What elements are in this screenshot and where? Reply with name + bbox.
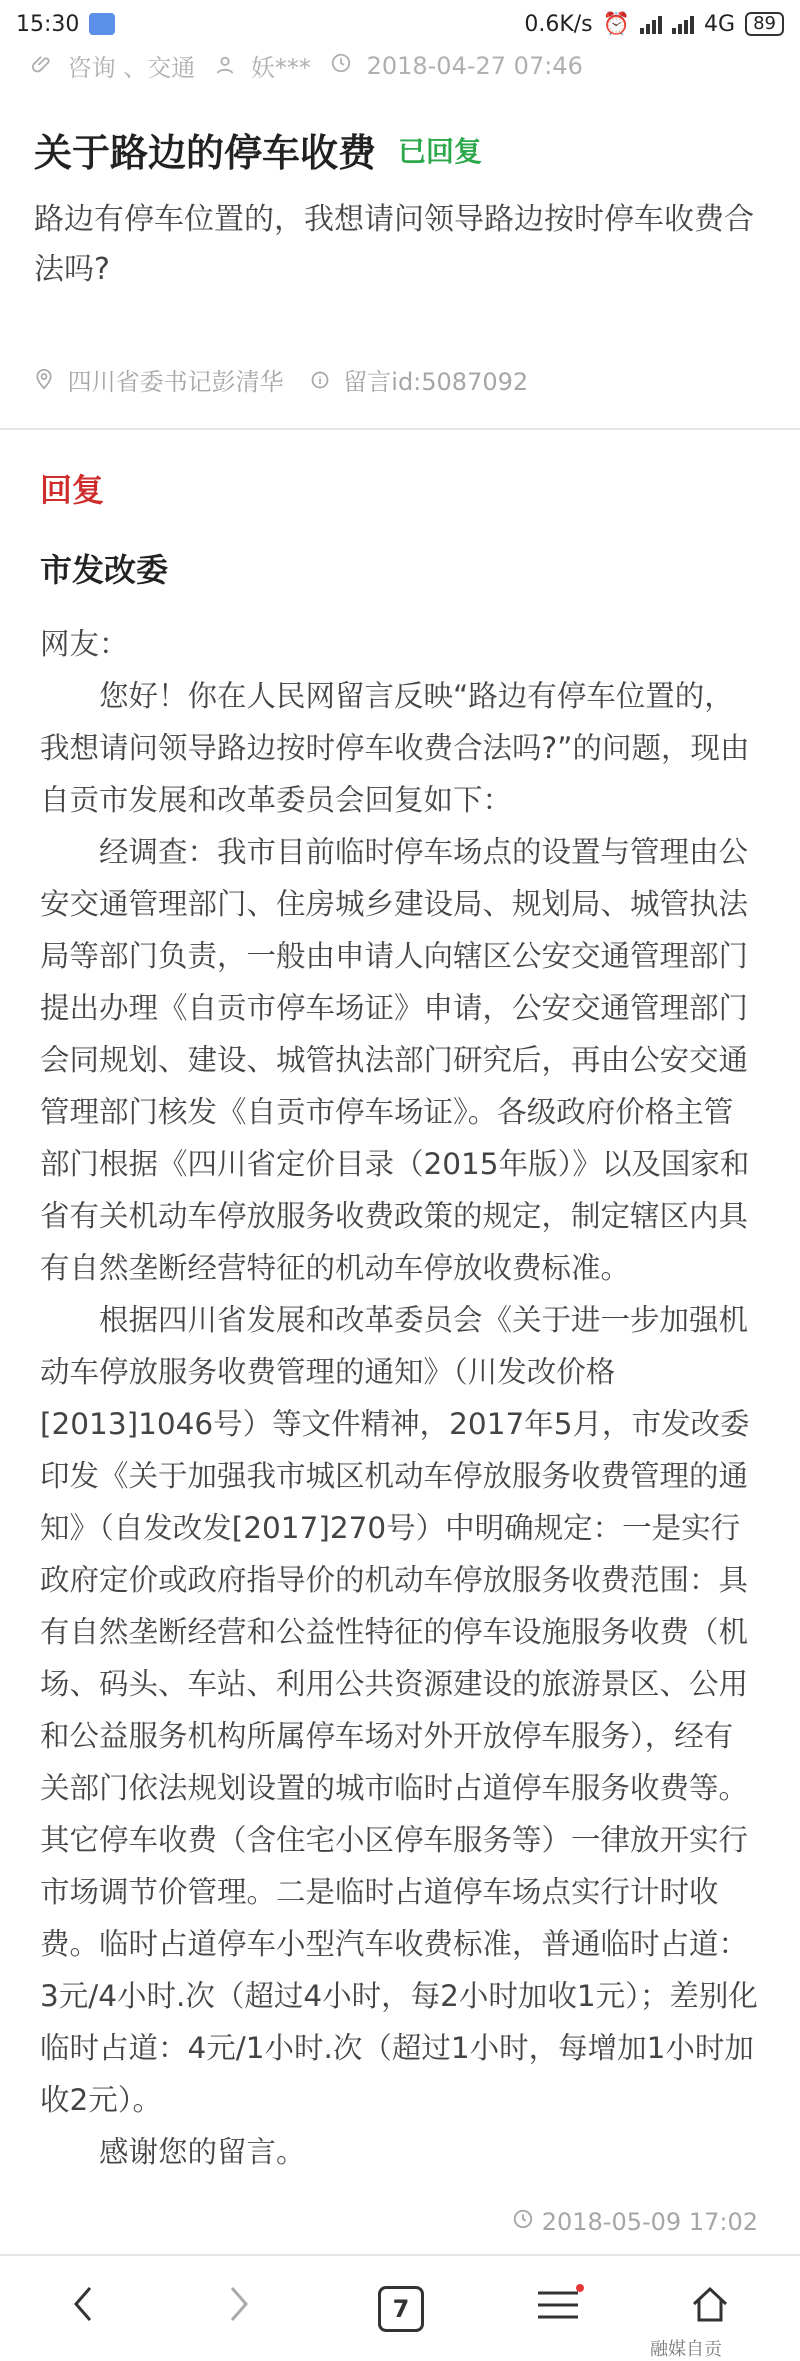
clock-time: 15:30 [16, 11, 80, 37]
post-title: 关于路边的停车收费 [34, 131, 377, 175]
network-speed: 0.6K/s [524, 11, 593, 37]
author-meta [213, 48, 311, 83]
reply-time: 2018-05-09 17:02 [541, 2208, 758, 2236]
home-icon [690, 2284, 730, 2324]
alarm-icon: ⏰ [602, 11, 631, 37]
chevron-right-icon [224, 2284, 254, 2324]
chevron-left-icon [68, 2284, 98, 2324]
status-badge: 已回复 [398, 134, 483, 168]
battery-icon: 89 [745, 12, 784, 36]
reply-greeting: 网友： [40, 627, 129, 661]
info-icon [310, 368, 338, 396]
category-text: 咨询 、交通 [67, 54, 196, 82]
reply-department: 市发改委 [40, 551, 169, 589]
watermark-text: 融媒自贡 [650, 2339, 722, 2360]
reply-heading: 回复 [40, 471, 105, 509]
network-type: 4G [704, 11, 736, 37]
reply-paragraph-2: 经调查：我市目前临时停车场点的设置与管理由公安交通管理部门、住房城乡建设局、规划局、城管执法局等部门负责，一般由申请人向辖区公安交通管理部门提出办理《自贡市停车场证》申请，公安交通管理部门会同规划、建设、城管执法部门研究后，再由公安交通管理部门核发《自贡市停车场证》。各级政府价格主管部门根据《四川省定价目录（2015年版）》以及国家和省有关机动车停放服务收费政策的规定，制定辖区内具有自然垄断经营特征的机动车停放收费标准。 [40, 835, 750, 1285]
author-name: 妖*** [250, 54, 311, 82]
reply-paragraph-1: 您好！你在人民网留言反映“路边有停车位置的，我想请问领导路边按时停车收费合法吗?”的问题，现由自贡市发展和改革委员会回复如下： [40, 679, 750, 817]
status-bar [0, 0, 800, 48]
signal-icon-2 [672, 14, 694, 34]
menu-button[interactable] [536, 2290, 580, 2324]
location-pin-icon [34, 368, 62, 396]
post-info [34, 362, 528, 397]
signal-icon [640, 14, 662, 34]
title-row [34, 122, 482, 177]
back-button[interactable] [68, 2284, 98, 2328]
clock-icon [512, 2208, 534, 2236]
question-text: 路边有停车位置的，我想请问领导路边按时停车收费合法吗? [34, 202, 754, 287]
user-icon [213, 53, 237, 77]
section-divider [0, 428, 800, 430]
paperclip-icon [30, 53, 54, 77]
recipient-text: 四川省委书记彭清华 [67, 368, 284, 396]
reply-paragraph-3: 根据四川省发展和改革委员会《关于进一步加强机动车停放服务收费管理的通知》（川发改价格[2013]1046号）等文件精神，2017年5月，市发改委印发《关于加强我市城区机动车停放服务收费管理的通知》（自发改发[2017]270号）中明确规定：一是实行政府定价或政府指导价的机动车停放服务收费范围：具有自然垄断经营和公益性特征的停车设施服务收费（机场、码头、车站、利用公共资源建设的旅游景区、公用和公益服务机构所属停车场对外开放停车服务），经有关部门依法规划设置的城市临时占道停车服务收费等。其它停车收费（含住宅小区停车服务等）一律放开实行市场调节价管理。二是临时占道停车场点实行计时收费。临时占道停车小型汽车收费标准，普通临时占道：3元/4小时.次（超过4小时，每2小时加收1元）；差别化临时占道：4元/1小时.次（超过1小时，每增加1小时加收2元）。 [40, 1303, 758, 2117]
forward-button[interactable] [224, 2284, 254, 2328]
post-meta [30, 48, 583, 83]
message-id [310, 362, 529, 397]
tabs-button[interactable] [378, 2286, 424, 2332]
posted-time-meta [329, 51, 583, 80]
posted-time: 2018-04-27 07:46 [366, 52, 583, 80]
reply-body [40, 618, 762, 2178]
reply-timestamp [512, 2208, 758, 2236]
message-id-text: 留言id:5087092 [343, 368, 529, 396]
reply-paragraph-4: 感谢您的留言。 [99, 2135, 306, 2169]
clock-icon [329, 51, 353, 75]
app-notification-icon [89, 13, 115, 35]
menu-icon [536, 2290, 580, 2320]
recipient [34, 362, 284, 397]
notification-dot [576, 2284, 584, 2292]
tab-count: 7 [378, 2286, 424, 2332]
home-button[interactable] [690, 2284, 730, 2328]
category-meta [30, 48, 195, 83]
